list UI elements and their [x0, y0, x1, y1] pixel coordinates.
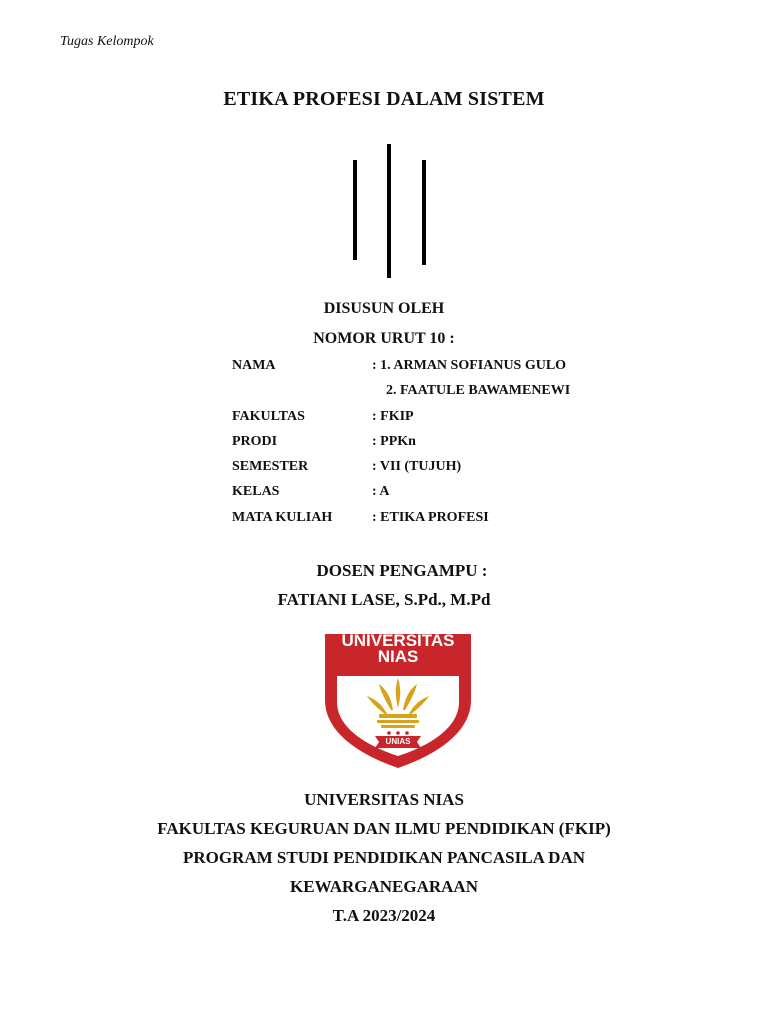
header-note: Tugas Kelompok [60, 34, 154, 49]
compiled-by-label: DISUSUN OLEH [323, 300, 445, 317]
identity-key: FAKULTAS [232, 409, 305, 424]
academic-year: T.A 2023/2024 [332, 906, 436, 925]
identity-value: : ETIKA PROFESI [372, 510, 489, 525]
logo-ribbon-text: UNIAS [385, 737, 411, 746]
identity-value: : PPKn [372, 434, 416, 449]
identity-value: : VII (TUJUH) [372, 459, 462, 474]
institution-line4: KEWARGANEGARAAN [290, 877, 478, 896]
identity-value: 2. FAATULE BAWAMENEWI [372, 383, 571, 398]
group-number: NOMOR URUT 10 : [313, 330, 455, 347]
institution-line2: FAKULTAS KEGURUAN DAN ILMU PENDIDIKAN (FKIP) [157, 819, 611, 838]
identity-key: MATA KULIAH [232, 510, 333, 525]
identity-value: : A [372, 484, 390, 499]
decorative-bar-right [422, 160, 426, 265]
lecturer-label: DOSEN PENGAMPU : [316, 561, 488, 580]
logo-text-line1: UNIVERSITAS [341, 631, 455, 650]
decorative-bar-center [387, 144, 391, 278]
institution-line3: PROGRAM STUDI PENDIDIKAN PANCASILA DAN [182, 848, 586, 867]
identity-value: : 1. ARMAN SOFIANUS GULO [372, 358, 567, 373]
lecturer-name: FATIANI LASE, S.Pd., M.Pd [277, 590, 491, 609]
identity-key: NAMA [232, 358, 276, 373]
document-title: ETIKA PROFESI DALAM SISTEM [223, 88, 545, 110]
identity-key: SEMESTER [232, 459, 309, 474]
identity-value: : FKIP [372, 409, 414, 424]
university-logo [321, 630, 475, 770]
identity-key: PRODI [232, 434, 278, 449]
decorative-bar-left [353, 160, 357, 260]
logo-text-line2: NIAS [377, 647, 419, 666]
identity-key: KELAS [232, 484, 280, 499]
institution-line1: UNIVERSITAS NIAS [304, 790, 464, 809]
